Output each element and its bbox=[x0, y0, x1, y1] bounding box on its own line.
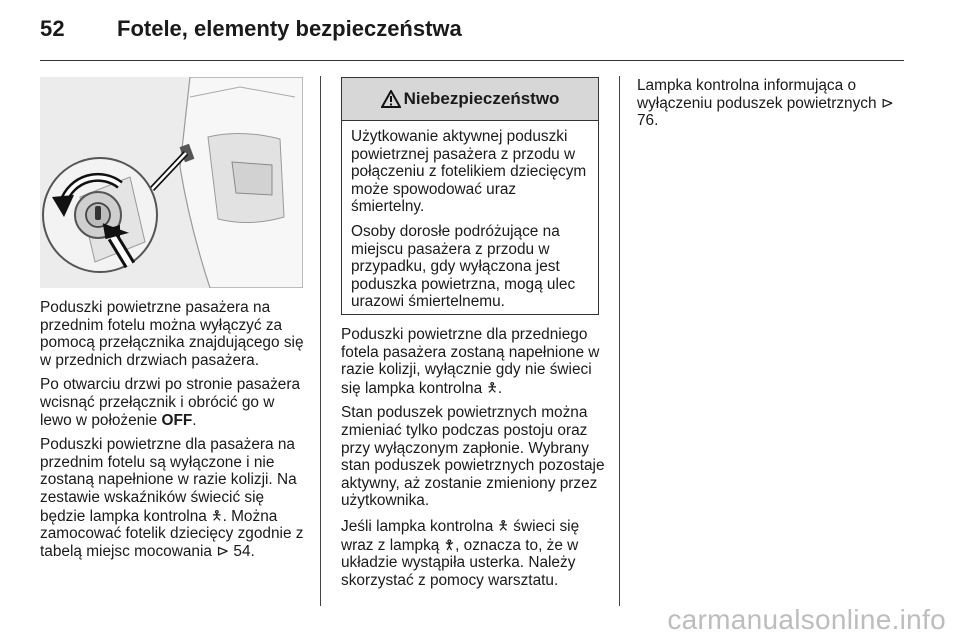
page-title: Fotele, elementy bezpieczeństwa bbox=[117, 16, 462, 41]
page-reference-link[interactable]: 76. bbox=[637, 112, 659, 130]
warning-paragraph-2: Osoby dorosłe podróżujące na miejscu pasażera z przodu w przypadku, gdy wyłączona jest poduszka powietrzna, mogą ulec urazowi śmiertelnemu. bbox=[351, 222, 576, 311]
paragraph-5: Stan poduszek powietrznych można zmieniać tylko podczas postoju oraz przy wyłączonym zapłonie. Wybrany stan poduszek powietrznych pozostaje aktywny, aż zostanie zmieniony przez użytkownika. bbox=[341, 404, 605, 510]
column-3 bbox=[637, 77, 899, 137]
reference-arrow-icon: ⊳ bbox=[880, 94, 894, 112]
text: Poduszki powietrzne pasażera na przednim fotelu można wyłączyć za pomocą przełącznika znajdującego się w przednich drzwiach pasażera. bbox=[40, 299, 304, 369]
text: świeci się wraz z lampką bbox=[341, 517, 580, 554]
text: Poduszki powietrzne dla przedniego fotela pasażera zostaną napełnione w razie kolizji, wyłącznie gdy nie świeci się lampka kontrolna bbox=[341, 326, 600, 397]
airbag-warning-indicator-icon: 🯆 bbox=[443, 536, 456, 552]
text: Lampka kontrolna informująca o wyłączeniu poduszek powietrznych bbox=[637, 77, 881, 112]
column-2 bbox=[341, 326, 605, 596]
watermark: carmanualsonline.info bbox=[667, 604, 946, 635]
column-divider-1 bbox=[320, 76, 321, 606]
page-reference-link[interactable]: 54. bbox=[233, 542, 255, 560]
warning-header bbox=[342, 78, 598, 121]
paragraph-6 bbox=[341, 517, 605, 589]
text: . bbox=[497, 379, 503, 397]
text: Jeśli lampka kontrolna bbox=[341, 517, 498, 535]
warning-body bbox=[342, 121, 598, 311]
text: Poduszki powietrzne dla pasażera na przednim fotelu są wyłączone i nie zostaną napełnione w razie kolizji. Na zestawie wskaźników świecić się będzie lampka kontrolna bbox=[40, 436, 297, 525]
text: , oznacza to, że w układzie wystąpiła usterka. Należy skorzystać z pomocy warsztatu. bbox=[341, 536, 579, 589]
door-switch-illustration bbox=[40, 77, 303, 288]
paragraph-2 bbox=[40, 376, 305, 429]
airbag-off-indicator-icon: 🯅 bbox=[486, 379, 498, 395]
text: . Można zamocować fotelik dziecięcy zgodnie z tabelą miejsc mocowania bbox=[40, 507, 304, 560]
text: . bbox=[192, 411, 197, 429]
danger-warning-box bbox=[341, 77, 599, 315]
paragraph-3 bbox=[40, 436, 305, 560]
column-divider-2 bbox=[619, 76, 620, 606]
paragraph-4 bbox=[341, 326, 605, 397]
warning-paragraph-1: Użytkowanie aktywnej poduszki powietrznej pasażera z przodu w połączeniu z fotelikiem dziecięcym może spowodować uraz śmiertelny. bbox=[351, 128, 587, 216]
warning-title: Niebezpieczeństwo bbox=[403, 89, 560, 108]
airbag-off-indicator-icon: 🯅 bbox=[211, 507, 223, 523]
paragraph-7 bbox=[637, 77, 899, 130]
airbag-off-indicator-icon: 🯅 bbox=[497, 517, 509, 533]
warning-triangle-icon bbox=[381, 90, 401, 108]
header-rule bbox=[40, 60, 904, 61]
paragraph-1 bbox=[40, 299, 305, 369]
page-header bbox=[0, 0, 960, 60]
column-1 bbox=[40, 299, 305, 567]
off-position-label: OFF bbox=[161, 411, 193, 429]
page-number: 52 bbox=[40, 16, 65, 41]
door-switch-drawing bbox=[40, 77, 303, 288]
text: Po otwarciu drzwi po stronie pasażera wcisnąć przełącznik i obrócić go w lewo w położenie bbox=[40, 376, 301, 429]
reference-arrow-icon: ⊳ bbox=[216, 542, 230, 560]
